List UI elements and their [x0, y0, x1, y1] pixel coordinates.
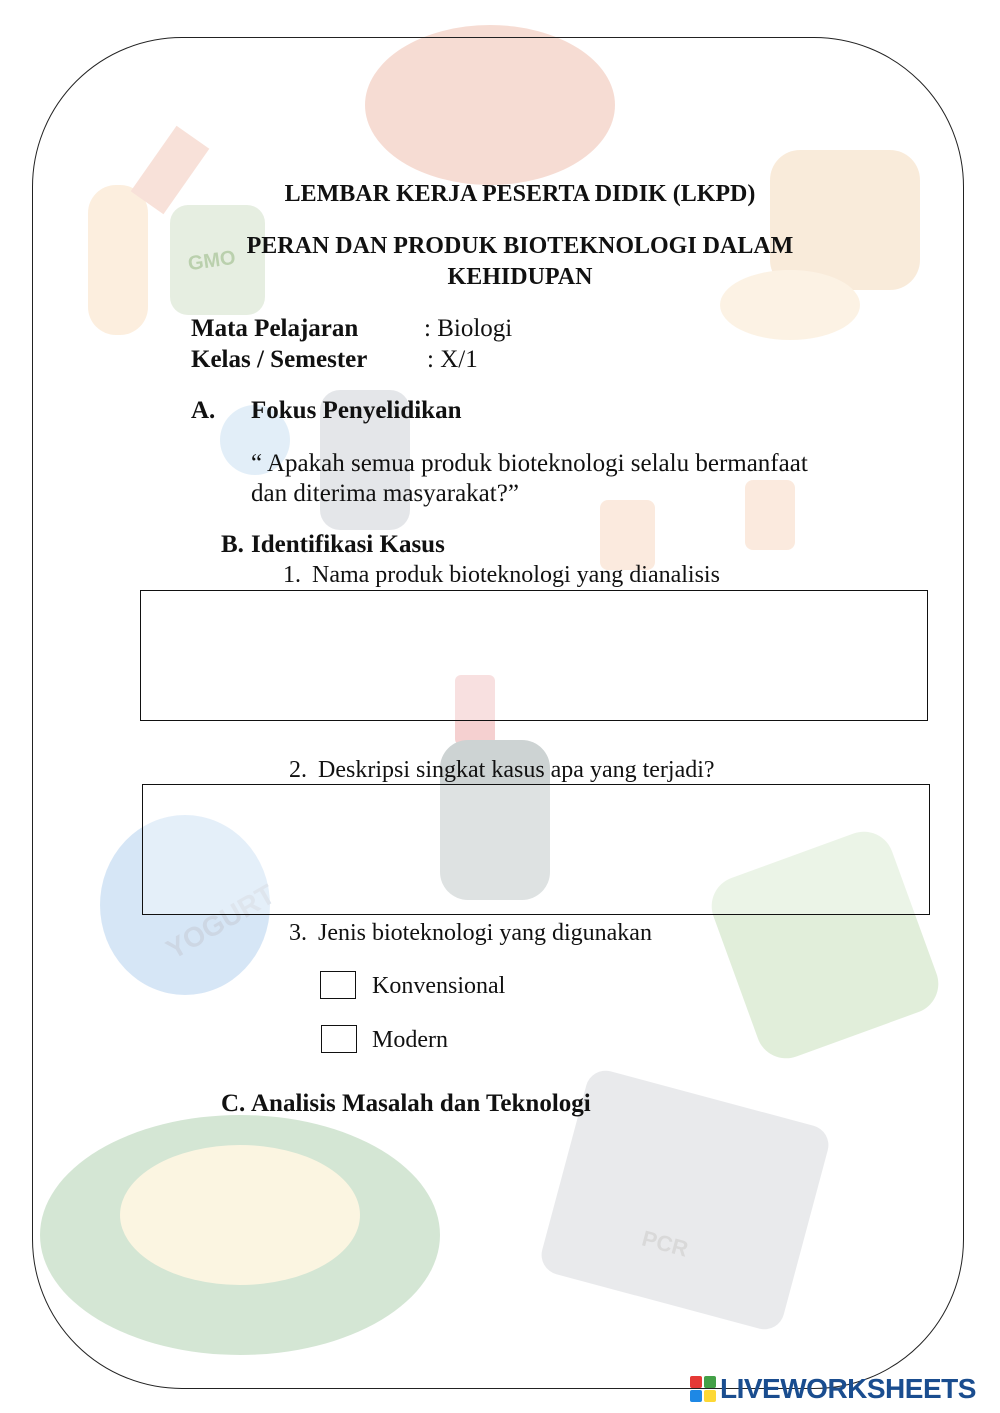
- focus-question-line1: “ Apakah semua produk bioteknologi selalu bermanfaat: [251, 450, 808, 477]
- topic-title-line2: KEHIDUPAN: [447, 264, 593, 290]
- gmo-jar-label: GMO: [186, 246, 238, 276]
- section-a-letter: A.: [191, 397, 216, 424]
- product-name-answer-box[interactable]: [140, 590, 928, 721]
- question-3-number: 3.: [289, 920, 307, 946]
- liveworksheets-logo: [690, 1371, 976, 1407]
- class-label: Kelas / Semester: [191, 346, 368, 373]
- modern-checkbox[interactable]: [321, 1025, 357, 1053]
- case-description-answer-box[interactable]: [142, 784, 930, 915]
- svg-text:PCR: PCR: [639, 1225, 691, 1262]
- section-b-letter: B.: [221, 531, 244, 558]
- modern-option-label: Modern: [372, 1027, 448, 1053]
- liveworksheets-grid-icon: [690, 1376, 716, 1402]
- subject-label: Mata Pelajaran: [191, 315, 359, 342]
- question-3-text: Jenis bioteknologi yang digunakan: [318, 920, 652, 946]
- question-2-text: Deskripsi singkat kasus apa yang terjadi?: [318, 757, 715, 783]
- worksheet-title: LEMBAR KERJA PESERTA DIDIK (LKPD): [284, 181, 756, 207]
- conventional-option-label: Konvensional: [372, 973, 506, 999]
- class-value: : X/1: [427, 346, 478, 373]
- question-2-number: 2.: [289, 757, 307, 783]
- question-1-number: 1.: [283, 562, 301, 588]
- section-a-heading: Fokus Penyelidikan: [251, 397, 462, 424]
- subject-value: : Biologi: [424, 315, 513, 342]
- section-b-heading: Identifikasi Kasus: [251, 531, 445, 558]
- focus-question-line2: dan diterima masyarakat?”: [251, 480, 519, 507]
- section-c-letter: C.: [221, 1090, 246, 1117]
- liveworksheets-wordmark: LIVEWORKSHEETS: [720, 1373, 976, 1404]
- svg-text:YOGURT: YOGURT: [160, 878, 281, 966]
- topic-title-line1: PERAN DAN PRODUK BIOTEKNOLOGI DALAM: [246, 233, 794, 259]
- conventional-checkbox[interactable]: [320, 971, 356, 999]
- question-1-text: Nama produk bioteknologi yang dianalisis: [312, 562, 720, 588]
- section-c-heading: Analisis Masalah dan Teknologi: [251, 1090, 591, 1117]
